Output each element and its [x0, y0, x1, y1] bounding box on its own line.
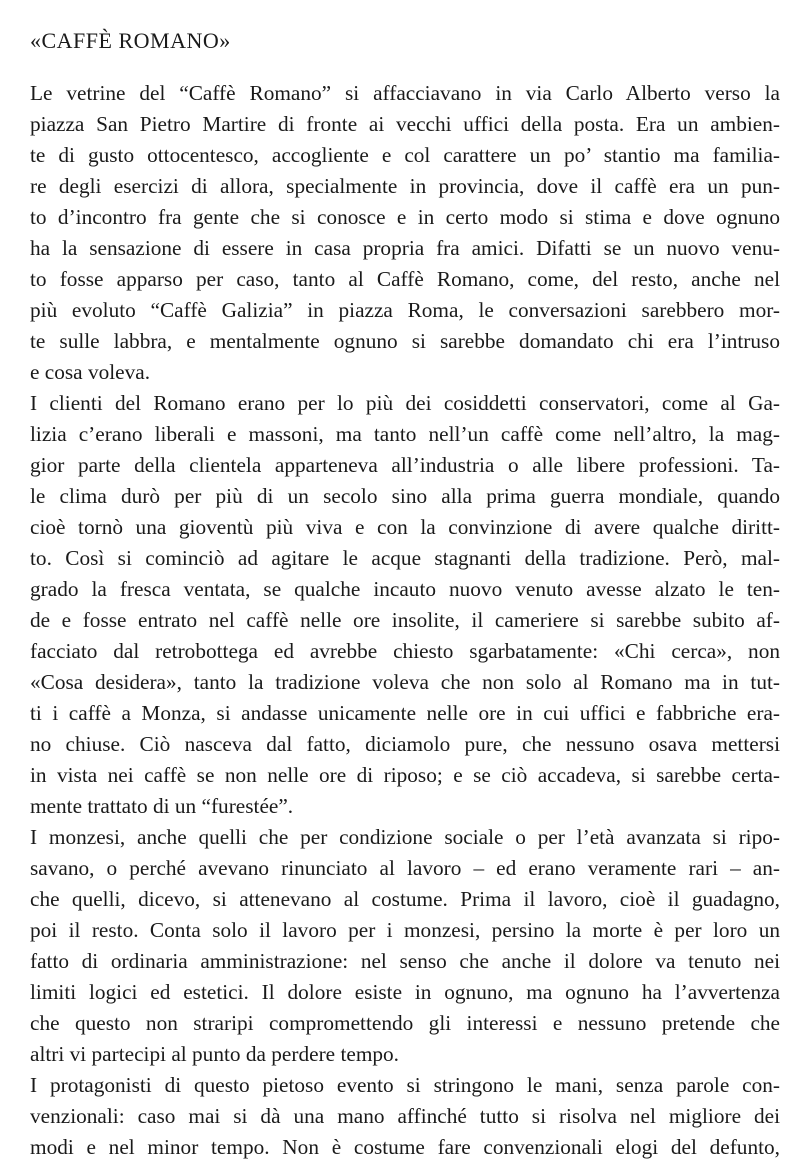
text-line: I clienti del Romano erano per lo più dei cosiddetti conservatori, come al Ga- [30, 391, 780, 415]
text-line: grado la fresca ventata, se qualche incauto nuovo venuto avesse alzato le ten- [30, 577, 780, 601]
text-line: mente trattato di un “furestée”. [30, 794, 294, 818]
text-line: piazza San Pietro Martire di fronte ai vecchi uffici della posta. Era un ambien- [30, 112, 780, 136]
text-line: ti i caffè a Monza, si andasse unicamente nelle ore in cui uffici e fabbriche era- [30, 701, 780, 725]
text-line: to. Così si cominciò ad agitare le acque stagnanti della tradizione. Però, mal- [30, 546, 780, 570]
text-line: altri vi partecipi al punto da perdere tempo. [30, 1042, 400, 1066]
text-line: fatto di ordinaria amministrazione: nel senso che anche il dolore va tenuto nei [30, 949, 780, 973]
body-text [30, 78, 780, 1163]
text-line: to d’incontro fra gente che si conosce e in certo modo si stima e dove ognuno [30, 205, 780, 229]
text-line: gior parte della clientela apparteneva all’industria o alle libere professioni. Ta- [30, 453, 780, 477]
text-line: ha la sensazione di essere in casa propria fra amici. Difatti se un nuovo venu- [30, 236, 780, 260]
text-line: che questo non straripi compromettendo gli interessi e nessuno pretende che [30, 1011, 780, 1035]
text-line: in vista nei caffè se non nelle ore di riposo; e se ciò accadeva, si sarebbe certa- [30, 763, 780, 787]
text-line: facciato dal retrobottega ed avrebbe chiesto sgarbatamente: «Chi cerca», non [30, 639, 780, 663]
text-line: to fosse apparso per caso, tanto al Caffè Romano, come, del resto, anche nel [30, 267, 780, 291]
text-line: le clima durò per più di un secolo sino alla prima guerra mondiale, quando [30, 484, 780, 508]
text-line: re degli esercizi di allora, specialmente in provincia, dove il caffè era un pun- [30, 174, 780, 198]
text-line: «Cosa desidera», tanto la tradizione voleva che non solo al Romano ma in tut- [30, 670, 780, 694]
book-page [30, 0, 780, 1161]
text-line: te sulle labbra, e mentalmente ognuno si sarebbe domandato chi era l’intruso [30, 329, 780, 353]
text-line: savano, o perché avevano rinunciato al lavoro – ed erano veramente rari – an- [30, 856, 780, 880]
text-line: no chiuse. Ciò nasceva dal fatto, diciamolo pure, che nessuno osava mettersi [30, 732, 780, 756]
text-line: che quelli, dicevo, si attenevano al costume. Prima il lavoro, cioè il guadagno, [30, 887, 780, 911]
text-line: venzionali: caso mai si dà una mano affinché tutto si risolva nel migliore dei [30, 1104, 780, 1128]
text-line: Le vetrine del “Caffè Romano” si affacciavano in via Carlo Alberto verso la [30, 81, 780, 105]
text-line: poi il resto. Conta solo il lavoro per i monzesi, persino la morte è per loro un [30, 918, 780, 942]
text-line: più evoluto “Caffè Galizia” in piazza Roma, le conversazioni sarebbero mor- [30, 298, 780, 322]
text-line: modi e nel minor tempo. Non è costume fare convenzionali elogi del defunto, [30, 1135, 780, 1159]
text-line: lizia c’erano liberali e massoni, ma tanto nell’un caffè come nell’altro, la mag- [30, 422, 780, 446]
text-line: e cosa voleva. [30, 360, 151, 384]
text-line: cioè tornò una gioventù più viva e con la convinzione di avere qualche diritt- [30, 515, 780, 539]
text-line: limiti logici ed estetici. Il dolore esiste in ognuno, ma ognuno ha l’avvertenza [30, 980, 780, 1004]
text-line: de e fosse entrato nel caffè nelle ore insolite, il cameriere si sarebbe subito af- [30, 608, 780, 632]
text-line: te di gusto ottocentesco, accogliente e col carattere un po’ stantio ma familia- [30, 143, 780, 167]
text-line: I monzesi, anche quelli che per condizione sociale o per l’età avanzata si ripo- [30, 825, 780, 849]
text-line: I protagonisti di questo pietoso evento si stringono le mani, senza parole con- [30, 1073, 780, 1097]
chapter-title: «CAFFÈ ROMANO» [30, 28, 231, 53]
